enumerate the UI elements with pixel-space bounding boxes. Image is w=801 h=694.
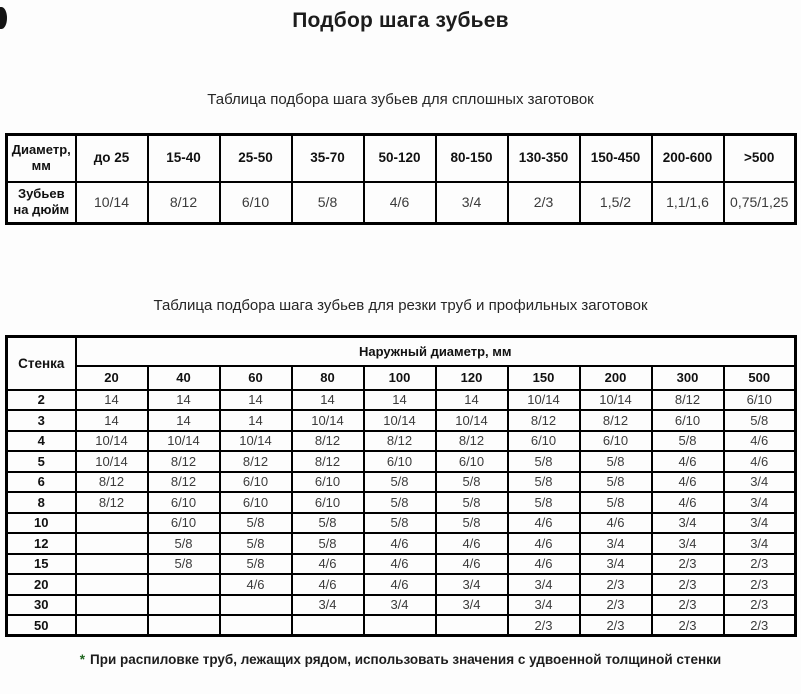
footnote: [0, 652, 801, 667]
table2-value-cell: 6/10: [652, 410, 724, 431]
table2-value-cell: 5/8: [508, 472, 580, 493]
table2-value-cell: 3/4: [580, 533, 652, 554]
table2-value-cell: [220, 595, 292, 616]
table2-value-cell: 8/12: [364, 431, 436, 452]
table2-column-header: 500: [724, 366, 796, 390]
table2-value-cell: 2/3: [724, 554, 796, 575]
table1-row-header: Зубьев на дюйм: [7, 182, 76, 224]
table2-row-label: 30: [7, 595, 76, 616]
table2-column-header: 100: [364, 366, 436, 390]
table2-value-cell: 6/10: [292, 472, 364, 493]
table2-value-cell: 6/10: [220, 492, 292, 513]
table2-value-cell: 4/6: [508, 554, 580, 575]
table2-value-cell: 8/12: [220, 451, 292, 472]
table2-value-cell: 5/8: [436, 472, 508, 493]
footnote-text: При распиловке труб, лежащих рядом, использовать значения с удвоенной толщиной стенки: [90, 652, 722, 667]
table2-value-cell: 4/6: [364, 574, 436, 595]
table1-column-header: 80-150: [436, 135, 508, 182]
table2-value-cell: [76, 615, 148, 636]
table2-column-header: 120: [436, 366, 508, 390]
table2-value-cell: 4/6: [292, 574, 364, 595]
table2-row: [7, 554, 796, 575]
table2-value-cell: 2/3: [724, 595, 796, 616]
table2-value-cell: 2/3: [652, 595, 724, 616]
table2-row: [7, 390, 796, 411]
table2-value-cell: 2/3: [580, 574, 652, 595]
table2-value-cell: 10/14: [292, 410, 364, 431]
table2-value-cell: 10/14: [364, 410, 436, 431]
table1-value-cell: 10/14: [76, 182, 148, 224]
table2-value-cell: 2/3: [724, 574, 796, 595]
table1-column-header: до 25: [76, 135, 148, 182]
table2-value-cell: 14: [220, 390, 292, 411]
table2-value-cell: 4/6: [724, 431, 796, 452]
table2-value-cell: 4/6: [652, 492, 724, 513]
table1-value-cell: 4/6: [364, 182, 436, 224]
table2-row: [7, 533, 796, 554]
table1-column-header: >500: [724, 135, 796, 182]
table2-value-cell: 6/10: [364, 451, 436, 472]
table2-value-cell: 14: [148, 390, 220, 411]
table2-value-cell: [364, 615, 436, 636]
table2-row: [7, 615, 796, 636]
table1-caption: Таблица подбора шага зубьев для сплошных заготовок: [207, 91, 594, 108]
table1-value-cell: 3/4: [436, 182, 508, 224]
table2-row: [7, 513, 796, 534]
table2-value-cell: 14: [148, 410, 220, 431]
table2-value-cell: [76, 554, 148, 575]
table2-value-cell: 14: [76, 390, 148, 411]
table2-column-header: 300: [652, 366, 724, 390]
table2-row-label: 20: [7, 574, 76, 595]
table2-value-cell: 3/4: [436, 595, 508, 616]
table2-row: [7, 431, 796, 452]
table2-value-cell: 5/8: [580, 472, 652, 493]
table2-corner-header: Стенка: [7, 337, 76, 390]
table2-value-cell: 10/14: [76, 431, 148, 452]
table2-value-cell: 2/3: [652, 615, 724, 636]
table2-row-label: 4: [7, 431, 76, 452]
table2-value-cell: 6/10: [220, 472, 292, 493]
table2-value-cell: [436, 615, 508, 636]
table2-row: [7, 472, 796, 493]
table2-value-cell: 5/8: [580, 492, 652, 513]
table1-column-header: 15-40: [148, 135, 220, 182]
table2-row-label: 3: [7, 410, 76, 431]
table2-value-cell: 4/6: [580, 513, 652, 534]
table2-value-cell: 5/8: [652, 431, 724, 452]
table2-value-cell: [220, 615, 292, 636]
table2-value-cell: 5/8: [292, 513, 364, 534]
table2-value-cell: 10/14: [148, 431, 220, 452]
table2-value-cell: 14: [364, 390, 436, 411]
table2-row-label: 12: [7, 533, 76, 554]
table2-row: [7, 451, 796, 472]
table2-value-cell: 4/6: [292, 554, 364, 575]
table2-value-cell: 14: [292, 390, 364, 411]
table2-value-cell: 8/12: [508, 410, 580, 431]
table2-value-cell: 10/14: [220, 431, 292, 452]
table2-value-cell: 2/3: [580, 615, 652, 636]
table2-value-cell: 6/10: [724, 390, 796, 411]
table2-value-cell: 5/8: [436, 513, 508, 534]
pipe-profile-table: [5, 335, 797, 637]
table2-value-cell: 10/14: [508, 390, 580, 411]
table2-column-header: 20: [76, 366, 148, 390]
table2-row: [7, 595, 796, 616]
table1-value-cell: 0,75/1,25: [724, 182, 796, 224]
table2-value-cell: 5/8: [220, 554, 292, 575]
table2-value-cell: 3/4: [508, 595, 580, 616]
table2-value-cell: 10/14: [436, 410, 508, 431]
table2-value-cell: 5/8: [436, 492, 508, 513]
table2-value-cell: 4/6: [652, 472, 724, 493]
footnote-asterisk: *: [79, 652, 86, 667]
table2-value-cell: 6/10: [508, 431, 580, 452]
table2-value-cell: [148, 595, 220, 616]
table2-value-cell: 10/14: [580, 390, 652, 411]
table2-value-cell: 4/6: [436, 554, 508, 575]
table2-value-cell: 5/8: [508, 451, 580, 472]
table2-value-cell: [292, 615, 364, 636]
table2-value-cell: 5/8: [148, 554, 220, 575]
table2-value-cell: 3/4: [580, 554, 652, 575]
table2-value-cell: 8/12: [580, 410, 652, 431]
table2-row-label: 8: [7, 492, 76, 513]
table2-column-header: 200: [580, 366, 652, 390]
table2-row-label: 2: [7, 390, 76, 411]
table2-value-cell: 6/10: [580, 431, 652, 452]
table2-value-cell: 5/8: [364, 492, 436, 513]
table2-value-cell: 8/12: [76, 472, 148, 493]
table2-value-cell: 3/4: [724, 513, 796, 534]
table2-column-header: 60: [220, 366, 292, 390]
table2-value-cell: 8/12: [292, 431, 364, 452]
table2-span-header: Наружный диаметр, мм: [76, 337, 796, 366]
table2-value-cell: 4/6: [364, 554, 436, 575]
table2-value-cell: 3/4: [652, 533, 724, 554]
table2-value-cell: 3/4: [508, 574, 580, 595]
table2-value-cell: 5/8: [364, 513, 436, 534]
table2-row-label: 5: [7, 451, 76, 472]
table2-value-cell: 4/6: [436, 533, 508, 554]
table2-value-cell: 8/12: [436, 431, 508, 452]
solid-workpiece-table: [5, 133, 797, 225]
table2-row: [7, 410, 796, 431]
table2-value-cell: 14: [436, 390, 508, 411]
table1-column-header: 50-120: [364, 135, 436, 182]
table2-value-cell: [76, 574, 148, 595]
table2-value-cell: 2/3: [508, 615, 580, 636]
table2-row-label: 15: [7, 554, 76, 575]
table2-value-cell: 2/3: [580, 595, 652, 616]
table1-value-cell: 6/10: [220, 182, 292, 224]
table2-value-cell: [148, 615, 220, 636]
table1-column-header: 25-50: [220, 135, 292, 182]
table2-value-cell: 4/6: [508, 533, 580, 554]
table2-value-cell: 10/14: [76, 451, 148, 472]
table2-row: [7, 492, 796, 513]
table1-column-header: 150-450: [580, 135, 652, 182]
table2-value-cell: 14: [220, 410, 292, 431]
table2-value-cell: 5/8: [220, 513, 292, 534]
table2-value-cell: 5/8: [364, 472, 436, 493]
table2-value-cell: 3/4: [652, 513, 724, 534]
table2-column-header: 40: [148, 366, 220, 390]
table2-value-cell: 6/10: [436, 451, 508, 472]
table2-value-cell: [76, 595, 148, 616]
table2-value-cell: 5/8: [580, 451, 652, 472]
table2-column-header: 150: [508, 366, 580, 390]
table2-value-cell: 3/4: [364, 595, 436, 616]
table2-value-cell: 8/12: [652, 390, 724, 411]
table2-value-cell: 8/12: [148, 472, 220, 493]
table2-value-cell: 3/4: [724, 472, 796, 493]
table2-value-cell: 2/3: [652, 554, 724, 575]
table2-caption: Таблица подбора шага зубьев для резки труб и профильных заготовок: [153, 297, 648, 314]
table2-value-cell: 8/12: [148, 451, 220, 472]
table2-value-cell: [76, 533, 148, 554]
table1-value-cell: 2/3: [508, 182, 580, 224]
table2-value-cell: 3/4: [724, 533, 796, 554]
table2-value-cell: 3/4: [724, 492, 796, 513]
table2-row-label: 6: [7, 472, 76, 493]
table1-column-header: 130-350: [508, 135, 580, 182]
table2-value-cell: 4/6: [364, 533, 436, 554]
table2-value-cell: 3/4: [292, 595, 364, 616]
table2-value-cell: 5/8: [292, 533, 364, 554]
table2-row: [7, 574, 796, 595]
table2-value-cell: 4/6: [508, 513, 580, 534]
table2-row-label: 50: [7, 615, 76, 636]
table2-value-cell: 4/6: [220, 574, 292, 595]
table2-value-cell: 2/3: [652, 574, 724, 595]
page-title: Подбор шага зубьев: [292, 9, 509, 32]
table1-value-cell: 1,5/2: [580, 182, 652, 224]
table2-value-cell: 6/10: [292, 492, 364, 513]
table2-value-cell: [76, 513, 148, 534]
table2-value-cell: 4/6: [652, 451, 724, 472]
table2-value-cell: 6/10: [148, 513, 220, 534]
table2-column-header: 80: [292, 366, 364, 390]
table2-value-cell: 14: [76, 410, 148, 431]
table1-column-header: 200-600: [652, 135, 724, 182]
table2-value-cell: 6/10: [148, 492, 220, 513]
table1-column-header: 35-70: [292, 135, 364, 182]
table2-row-label: 10: [7, 513, 76, 534]
table1-value-cell: 1,1/1,6: [652, 182, 724, 224]
table2-value-cell: 8/12: [292, 451, 364, 472]
table2-value-cell: 5/8: [724, 410, 796, 431]
table2-value-cell: 5/8: [508, 492, 580, 513]
table2-value-cell: 3/4: [436, 574, 508, 595]
table1-row-header: Диаметр, мм: [7, 135, 76, 182]
table2-value-cell: 5/8: [148, 533, 220, 554]
table2-value-cell: [148, 574, 220, 595]
table2-value-cell: 8/12: [76, 492, 148, 513]
table1-value-cell: 8/12: [148, 182, 220, 224]
table1-value-cell: 5/8: [292, 182, 364, 224]
table2-value-cell: 5/8: [220, 533, 292, 554]
table2-value-cell: 2/3: [724, 615, 796, 636]
table2-value-cell: 4/6: [724, 451, 796, 472]
